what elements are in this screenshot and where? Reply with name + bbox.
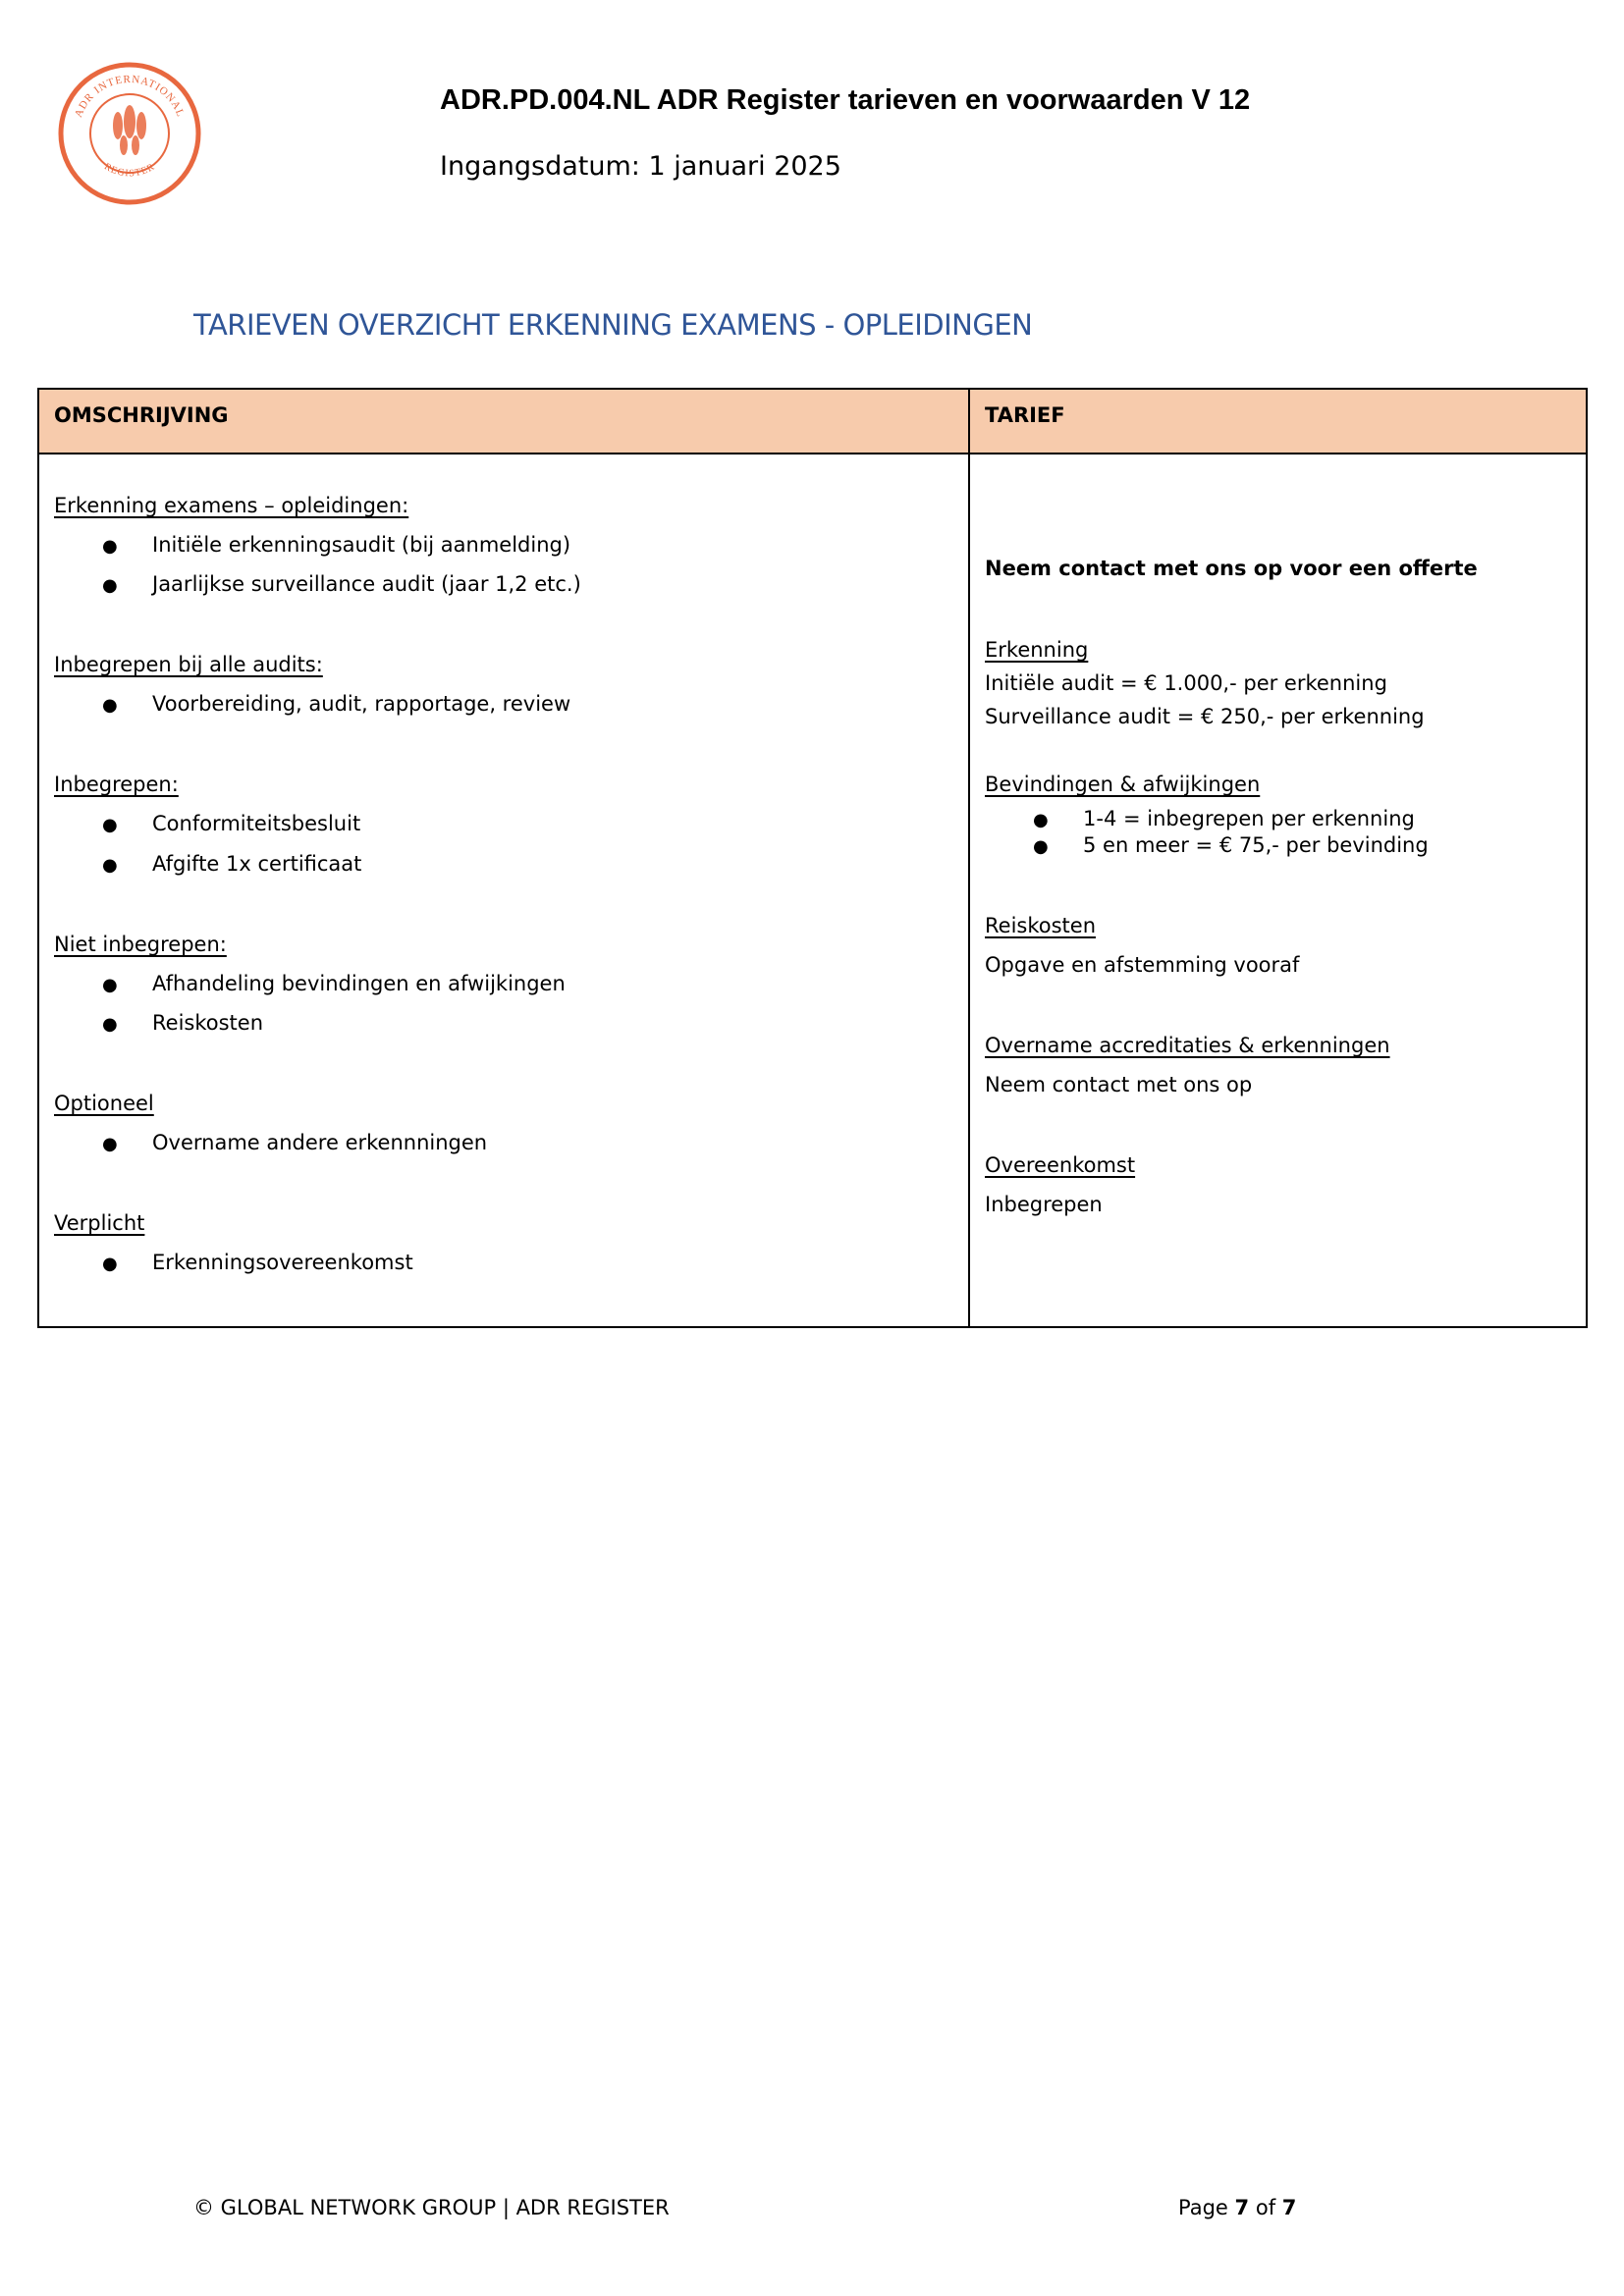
svg-text:REGISTER [102,161,157,179]
footer-copyright: © GLOBAL NETWORK GROUP | ADR REGISTER [193,2196,670,2219]
list-item: 5 en meer = € 75,- per bevinding [1083,833,1429,857]
list-item: Overname andere erkennningen [152,1131,488,1154]
group-title-optioneel: Optioneel [54,1092,154,1115]
page-number [1178,2196,1296,2219]
bullet-icon: ● [102,1254,118,1274]
column-divider [968,390,970,1326]
bullet-icon: ● [102,695,118,716]
tariff-title-overname: Overname accreditaties & erkenningen [985,1034,1390,1057]
document-title: ADR.PD.004.NL ADR Register tarieven en voorwaarden V 12 [440,84,1251,116]
bullet-icon: ● [102,1014,118,1035]
adr-register-logo [57,61,202,206]
list-item: Afgifte 1x certificaat [152,852,362,876]
list-item: Initiële erkenningsaudit (bij aanmelding) [152,533,571,557]
bullet-icon: ● [1033,836,1049,857]
tariff-line: Surveillance audit = € 250,- per erkenning [985,705,1425,728]
logo-arc-top-text: ADR INTERNATIONAL [72,73,188,120]
tariff-title-erkenning: Erkenning [985,638,1089,662]
bullet-icon: ● [102,575,118,596]
tariff-title-reiskosten: Reiskosten [985,914,1097,937]
group-title-inbegrepen: Inbegrepen: [54,773,179,796]
group-title-verplicht: Verplicht [54,1211,145,1235]
offerte-intro: Neem contact met ons op voor een offerte [985,557,1478,580]
list-item: 1-4 = inbegrepen per erkenning [1083,807,1415,830]
column-header-tarief: TARIEF [970,390,1586,454]
tariff-text: Inbegrepen [985,1193,1103,1216]
bullet-icon: ● [102,975,118,995]
tariff-text: Neem contact met ons op [985,1073,1253,1096]
page-prefix: Page [1178,2196,1228,2219]
section-heading: TARIEVEN OVERZICHT ERKENNING EXAMENS - OPLEIDINGEN [193,308,1033,342]
tariff-text: Opgave en afstemming vooraf [985,953,1300,977]
list-item: Voorbereiding, audit, rapportage, review [152,692,571,716]
tariff-title-bevindingen: Bevindingen & afwijkingen [985,773,1261,796]
list-item: Conformiteitsbesluit [152,812,361,835]
bullet-icon: ● [102,855,118,876]
bullet-icon: ● [1033,810,1049,830]
group-title-niet-inbegrepen: Niet inbegrepen: [54,933,227,956]
bullet-icon: ● [102,815,118,835]
logo-arc-bottom-text: REGISTER [102,161,157,180]
page-of: of [1255,2196,1276,2219]
tariff-table [37,388,1588,1328]
list-item: Reiskosten [152,1011,264,1035]
group-title-inbegrepen-audits: Inbegrepen bij alle audits: [54,653,323,676]
page-current: 7 [1234,2196,1250,2219]
page-total: 7 [1281,2196,1297,2219]
tariff-title-overeenkomst: Overeenkomst [985,1153,1136,1177]
group-title-erkenning: Erkenning examens – opleidingen: [54,494,409,517]
bullet-icon: ● [102,1134,118,1154]
column-header-omschrijving: OMSCHRIJVING [39,390,970,454]
tariff-line: Initiële audit = € 1.000,- per erkenning [985,671,1387,695]
list-item: Erkenningsovereenkomst [152,1251,413,1274]
list-item: Jaarlijkse surveillance audit (jaar 1,2 etc.) [152,572,581,596]
bullet-icon: ● [102,536,118,557]
effective-date: Ingangsdatum: 1 januari 2025 [440,151,841,182]
list-item: Afhandeling bevindingen en afwijkingen [152,972,566,995]
